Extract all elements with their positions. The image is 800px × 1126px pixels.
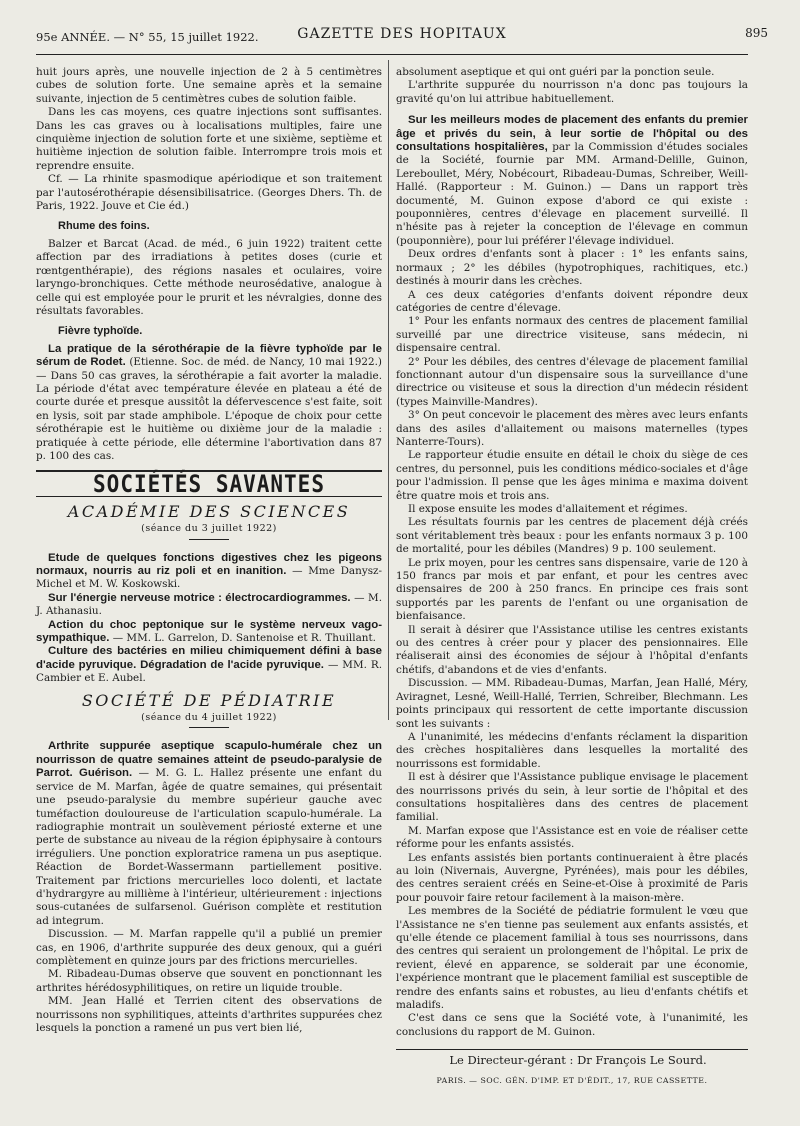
paragraph: A l'unanimité, les médecins d'enfants réclament la disparition des crèches hospitalières dans lesquelles la mortalité des nourrissons est formidable. xyxy=(396,730,748,770)
communication-authors: — MM. L. Garrelon, D. Santenoise et R. Thuillant. xyxy=(112,632,376,645)
paragraph: huit jours après, une nouvelle injection de 2 à 5 centimètres cubes de solution forte. Une semaine après et la semaine suivante, injection de 5 centimètres cubes de solution faible. xyxy=(36,66,382,105)
communication xyxy=(36,619,382,646)
page-header xyxy=(36,26,768,48)
right-column xyxy=(396,66,748,1087)
discussion-paragraph: Discussion. — MM. Ribadeau-Dumas, Marfan, Jean Hallé, Méry, Aviragnet, Lesné, Weill-Hallé, Terrien, Schreiber, Blechmann. Les points principaux qui ressortent de cette importante discussion sont les suivants : xyxy=(396,677,748,730)
paragraph: M. Marfan expose que l'Assistance est en voie de réaliser cette réforme pour les enfants assistés. xyxy=(396,824,748,851)
section-title-societes: SOCIÉTÉS SAVANTES xyxy=(93,470,325,499)
society-title-academie: ACADÉMIE DES SCIENCES xyxy=(67,501,351,521)
paragraph: Dans les cas moyens, ces quatre injections sont suffisantes. Dans les cas graves ou à localisations multiples, faire une cinquième injection de solution forte et une sixième, septième et huitième injection de solution faible. Interrompre trois mois et reprendre ensuite. xyxy=(36,106,382,172)
printer-imprint: PARIS. — SOC. GÉN. D'IMP. ET D'ÉDIT., 17, RUE CASSETTE. xyxy=(436,1075,708,1085)
left-column xyxy=(36,66,382,1035)
communication-authors: — Mme Danysz-Michel et M. W. Koskowski. xyxy=(36,565,383,591)
seance-date: (séance du 4 juillet 1922) xyxy=(141,712,277,724)
communication xyxy=(36,645,382,685)
director-signature: Le Directeur-gérant : Dr François Le Sourd. xyxy=(449,1053,707,1068)
communication-authors: — M. J. Athanasiu. xyxy=(36,591,382,618)
page-number: 895 xyxy=(745,26,768,40)
paragraph: A ces deux catégories d'enfants doivent répondre deux catégories de centre d'élevage. xyxy=(396,288,748,314)
paragraph: absolument aseptique et qui ont guéri par la ponction seule. xyxy=(396,66,715,78)
signature-rule xyxy=(396,1049,748,1050)
communication xyxy=(36,740,382,928)
discussion-paragraph: MM. Jean Hallé et Terrien citent des observations de nourrissons non syphilitiques, atteints d'arthrites suppurées chez lesquels la ponction a ramené un pus vert bien lié, xyxy=(36,995,382,1034)
communication xyxy=(36,552,382,592)
communication xyxy=(36,592,382,619)
report-intro: par la Commission d'études sociales de la Société, fournie par MM. Armand-Delille, Guinon, Lereboullet, Méry, Nobécourt, Ribadeau-Dumas, Schreiber, Weill-Hallé. (Rapporteur : M. Guinon.) — Dans un rapport très documenté, M. Guinon expose d'abord ce qui existe : pouponnières, centres d'élevage en placement surveillé. Il n'hésite pas à rejeter la conception de l'élevage en commun (pouponnière), pour lui préférer l'élevage individuel. xyxy=(396,141,748,247)
communication-title: Arthrite suppurée aseptique scapulo-humérale chez un nourrisson de quatre semaines atteint de pseudo-paralysie de Parrot. Guérison. xyxy=(36,740,382,780)
article-body: — Dans 50 cas graves, la sérothérapie a fait avorter la maladie. La période d'état avec température élevée en plateau a été de courte durée et presque aussitôt la défervescence s'est faite, soit en lysis, soit par stade amphibole. L'époque de choix pour cette sérothérapie est le huitième ou dixième jour de la maladie : pratiquée à cette période, elle détermine l'abortivation dans 87 p. 100 des cas. xyxy=(36,369,382,462)
paragraph: 1° Pour les enfants normaux des centres de placement familial surveillé par une directrice visiteuse, sans médecin, ni dispensaire central. xyxy=(396,315,748,355)
journal-title: GAZETTE DES HOPITAUX xyxy=(297,26,507,42)
paragraph: Les enfants assistés bien portants continueraient à être placés au loin (Nivernais, Auvergne, Pyrénées), mais pour les débiles, des centres seraient créés en Seine-et-Oise à proximité de Paris pour pouvoir faire retour facilement à la maison-mère. xyxy=(396,851,748,904)
article-reference: (Etienne. Soc. de méd. de Nancy, 10 mai 1922.) xyxy=(129,356,382,369)
communication-title: Sur l'énergie nerveuse motrice : électrocardiogrammes. xyxy=(48,591,351,604)
report-paragraph xyxy=(396,114,748,248)
short-rule xyxy=(189,539,229,540)
discussion-paragraph: M. Ribadeau-Dumas observe que souvent en ponctionnant les arthrites hérédosyphilitiques, on retire un liquide trouble. xyxy=(36,968,382,994)
short-rule xyxy=(189,727,229,728)
report-title: Sur les meilleurs modes de placement des enfants du premier âge et privés du sein, à leur sortie de l'hôpital ou des consultations hospitalières, xyxy=(396,114,748,154)
column-divider xyxy=(388,60,389,720)
paragraph: Le rapporteur étudie ensuite en détail le choix du siège de ces centres, du personnel, puis les conditions médico-sociales et d'âge pour l'admission. Il pense que les âges minima e maxima doivent être quatre mois et trois ans. xyxy=(396,449,748,502)
cf-reference: Cf. — La rhinite spasmodique apériodique et son traitement par l'autosérothérapie désensibilisatrice. (Georges Dhers. Th. de Paris, 1922. Jouve et Cie éd.) xyxy=(36,173,382,213)
communication-title: Action du choc peptonique sur le système nerveux vago-sympathique. xyxy=(36,618,382,645)
paragraph: 2° Pour les débiles, des centres d'élevage de placement familial fonctionnant autour d'un dispensaire sous la surveillance d'une directrice ou visiteuse et sous la direction d'un médecin résident (types Mainville-Mandres). xyxy=(396,355,748,408)
header-rule xyxy=(36,54,748,55)
article-paragraph xyxy=(36,343,382,464)
communication-title: Etude de quelques fonctions digestives chez les pigeons normaux, nourris au riz poli et en inanition. xyxy=(36,551,382,577)
discussion-paragraph: Discussion. — M. Marfan rappelle qu'il a publié un premier cas, en 1906, d'arthrite suppurée des deux genoux, qui a guéri complètement en quinze jours par des frictions mercurielles. xyxy=(36,928,382,967)
article-title: La pratique de la sérothérapie de la fièvre typhoïde par le sérum de Rodet. xyxy=(36,342,382,369)
paragraph: 3° On peut concevoir le placement des mères avec leurs enfants dans des asiles d'allaitement ou maisons maternelles (types Nanterre-Tours). xyxy=(396,409,748,448)
subheading-rhume: Rhume des foins. xyxy=(58,220,150,233)
society-title-pediatrie: SOCIÉTÉ DE PÉDIATRIE xyxy=(81,690,337,710)
paragraph: C'est dans ce sens que la Société vote, à l'unanimité, les conclusions du rapport de M. Guinon. xyxy=(396,1012,748,1038)
communication-authors: — MM. R. Cambier et E. Aubel. xyxy=(36,658,382,685)
paragraph: Les résultats fournis par les centres de placement déjà créés sont véritablement très beaux : pour les enfants normaux 3 p. 100 de mortalité, pour les débiles (Mandres) 9 p. 100 seulement. xyxy=(396,516,748,556)
paragraph: Il expose ensuite les modes d'allaitement et régimes. xyxy=(408,503,688,515)
communication-title: Culture des bactéries en milieu chimiquement défini à base d'acide pyruvique. Dégradation de l'acide pyruvique. xyxy=(36,645,382,671)
paragraph: Le prix moyen, pour les centres sans dispensaire, varie de 120 à 150 francs par mois et par enfant, et pour les centres avec dispensaires de 200 à 250 francs. En principe ces frais sont supportés par les parents de l'enfant ou une organisation de bienfaisance. xyxy=(396,556,748,623)
subheading-fievre: Fièvre typhoïde. xyxy=(58,325,143,338)
paragraph: Balzer et Barcat (Acad. de méd., 6 juin 1922) traitent cette affection par des irradiations à petites doses (curie et rœntgenthérapie), des régions nasales et oculaires, voire laryngo-bronchiques. Cette méthode neurosédative, analogue à celle qui est employée pour le prurit et les névralgies, donne des résultats favorables. xyxy=(36,237,382,317)
issue-info: 95e ANNÉE. — N° 55, 15 juillet 1922. xyxy=(36,30,259,44)
paragraph: Il serait à désirer que l'Assistance utilise les centres existants ou des centres à créer pour y placer des pensionnaires. Elle réaliserait ainsi des économies de séjour à l'hôpital d'enfants chétifs, d'abandons et de vies d'enfants. xyxy=(396,623,748,676)
seance-date: (séance du 3 juillet 1922) xyxy=(141,523,277,535)
paragraph: Il est à désirer que l'Assistance publique envisage le placement des nourrissons privés du sein, à leur sortie de l'hôpital et des consultations hospitalières dans des centres de placement familial. xyxy=(396,771,748,824)
paragraph: Les membres de la Société de pédiatrie formulent le vœu que l'Assistance ne s'en tienne pas seulement aux enfants assistés, et qu'elle étende ce placement familial à tous ses nourrissons, dans des centres qui seraient un prolongement de l'hôpital. Le prix de revient, élevé en apparence, se solderait par une économie, l'expérience montrant que le placement familial est susceptible de rendre des enfants sains et robustes, au lieu d'enfants chétifs et maladifs. xyxy=(396,905,748,1012)
paragraph: L'arthrite suppurée du nourrisson n'a donc pas toujours la gravité qu'on lui attribue habituellement. xyxy=(396,79,748,105)
communication-body: — M. G. L. Hallez présente une enfant du service de M. Marfan, âgée de quatre semaines, qui présentait une pseudo-paralysie du membre supérieur gauche avec tuméfaction douloureuse de l'articulation scapulo-humérale. La radiographie montrait un soulèvement périosté externe et une perte de substance au niveau de la région épiphysaire à contours irréguliers. Une ponction exploratrice ramena un pus aseptique. Réaction de Bordet-Wassermann partiellement positive. Traitement par frictions mercurielles loco dolenti, et lactate d'hydrargyre au millième à l'intérieur, ultérieurement : injections sous-cutanées de sulfarsenol. Guérison complète et restitution ad integrum. xyxy=(36,767,382,927)
paragraph: Deux ordres d'enfants sont à placer : 1° les enfants sains, normaux ; 2° les débiles (hypotrophiques, rachitiques, etc.) destinés à mourir dans les crèches. xyxy=(396,248,748,288)
